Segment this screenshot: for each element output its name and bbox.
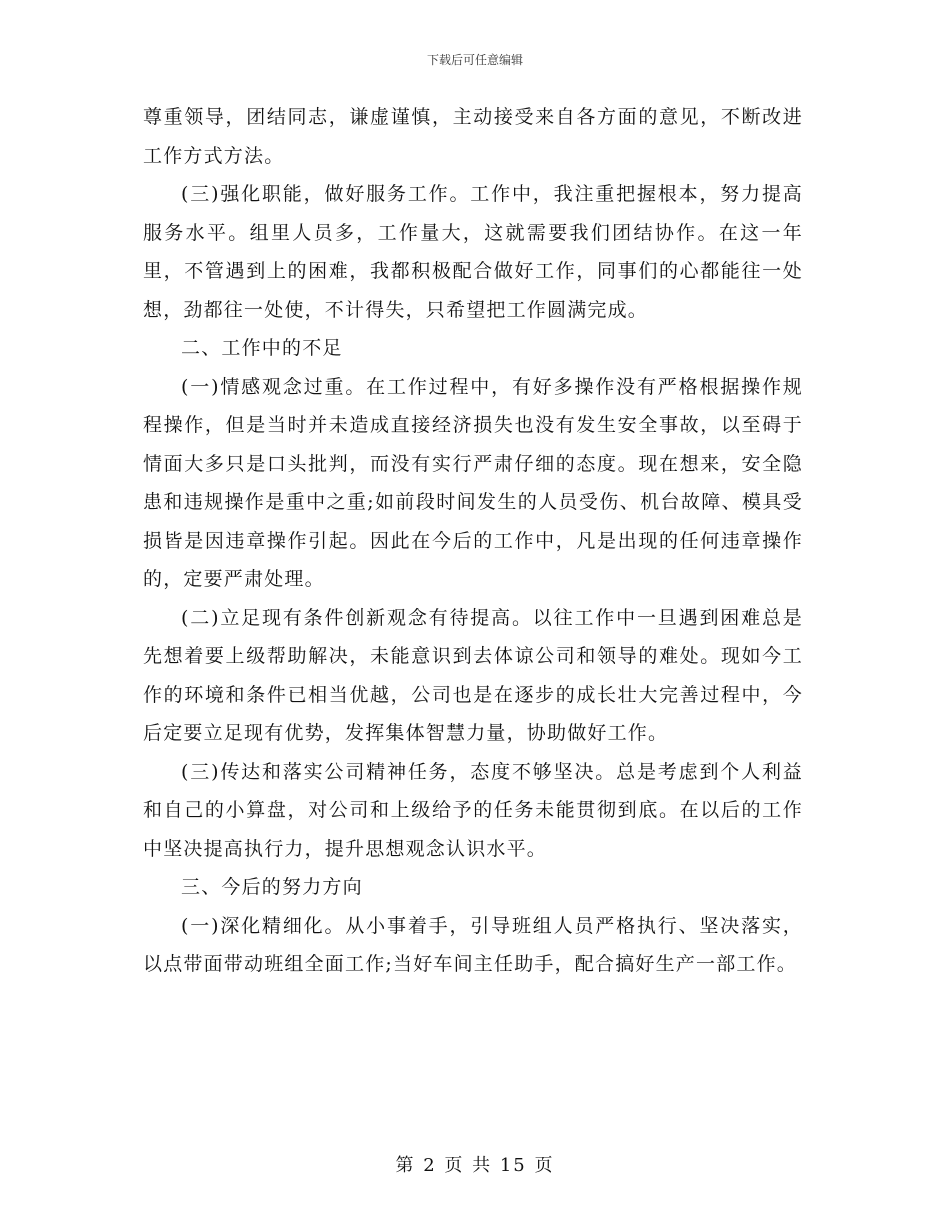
paragraph: (一)深化精细化。从小事着手，引导班组人员严格执行、坚决落实，以点带面带动班组全面工作;当好车间主任助手，配合搞好生产一部工作。 — [143, 914, 803, 975]
section-heading: 三、今后的努力方向 — [181, 876, 363, 898]
paragraph: (二)立足现有条件创新观念有待提高。以往工作中一旦遇到困难总是先想着要上级帮助解决，未能意识到去体谅公司和领导的难处。现如今工作的环境和条件已相当优越，公司也是在逐步的成长壮大完善过程中，今后定要立足现有优势，发挥集体智慧力量，协助做好工作。 — [143, 606, 803, 744]
document-body — [143, 98, 803, 984]
paragraph: (三)传达和落实公司精神任务，态度不够坚决。总是考虑到个人利益和自己的小算盘，对公司和上级给予的任务未能贯彻到底。在以后的工作中坚决提高执行力，提升思想观念认识水平。 — [143, 760, 803, 860]
page-number-footer: 第 2 页 共 15 页 — [395, 1155, 555, 1176]
paragraph: (三)强化职能，做好服务工作。工作中，我注重把握根本，努力提高服务水平。组里人员多，工作量大，这就需要我们团结协作。在这一年里，不管遇到上的困难，我都积极配合做好工作，同事们的心都能往一处想，劲都往一处使，不计得失，只希望把工作圆满完成。 — [143, 183, 803, 321]
section-heading: 二、工作中的不足 — [181, 337, 343, 359]
page-header: 下载后可任意编辑 — [426, 53, 523, 67]
paragraph: 尊重领导，团结同志，谦虚谨慎，主动接受来自各方面的意见，不断改进工作方式方法。 — [143, 106, 803, 167]
paragraph: (一)情感观念过重。在工作过程中，有好多操作没有严格根据操作规程操作，但是当时并未造成直接经济损失也没有发生安全事故，以至碍于情面大多只是口头批判，而没有实行严肃仔细的态度。现在想来，安全隐患和违规操作是重中之重;如前段时间发生的人员受伤、机台故障、模具受损皆是因违章操作引起。因此在今后的工作中，凡是出现的任何违章操作的，定要严肃处理。 — [143, 375, 803, 590]
